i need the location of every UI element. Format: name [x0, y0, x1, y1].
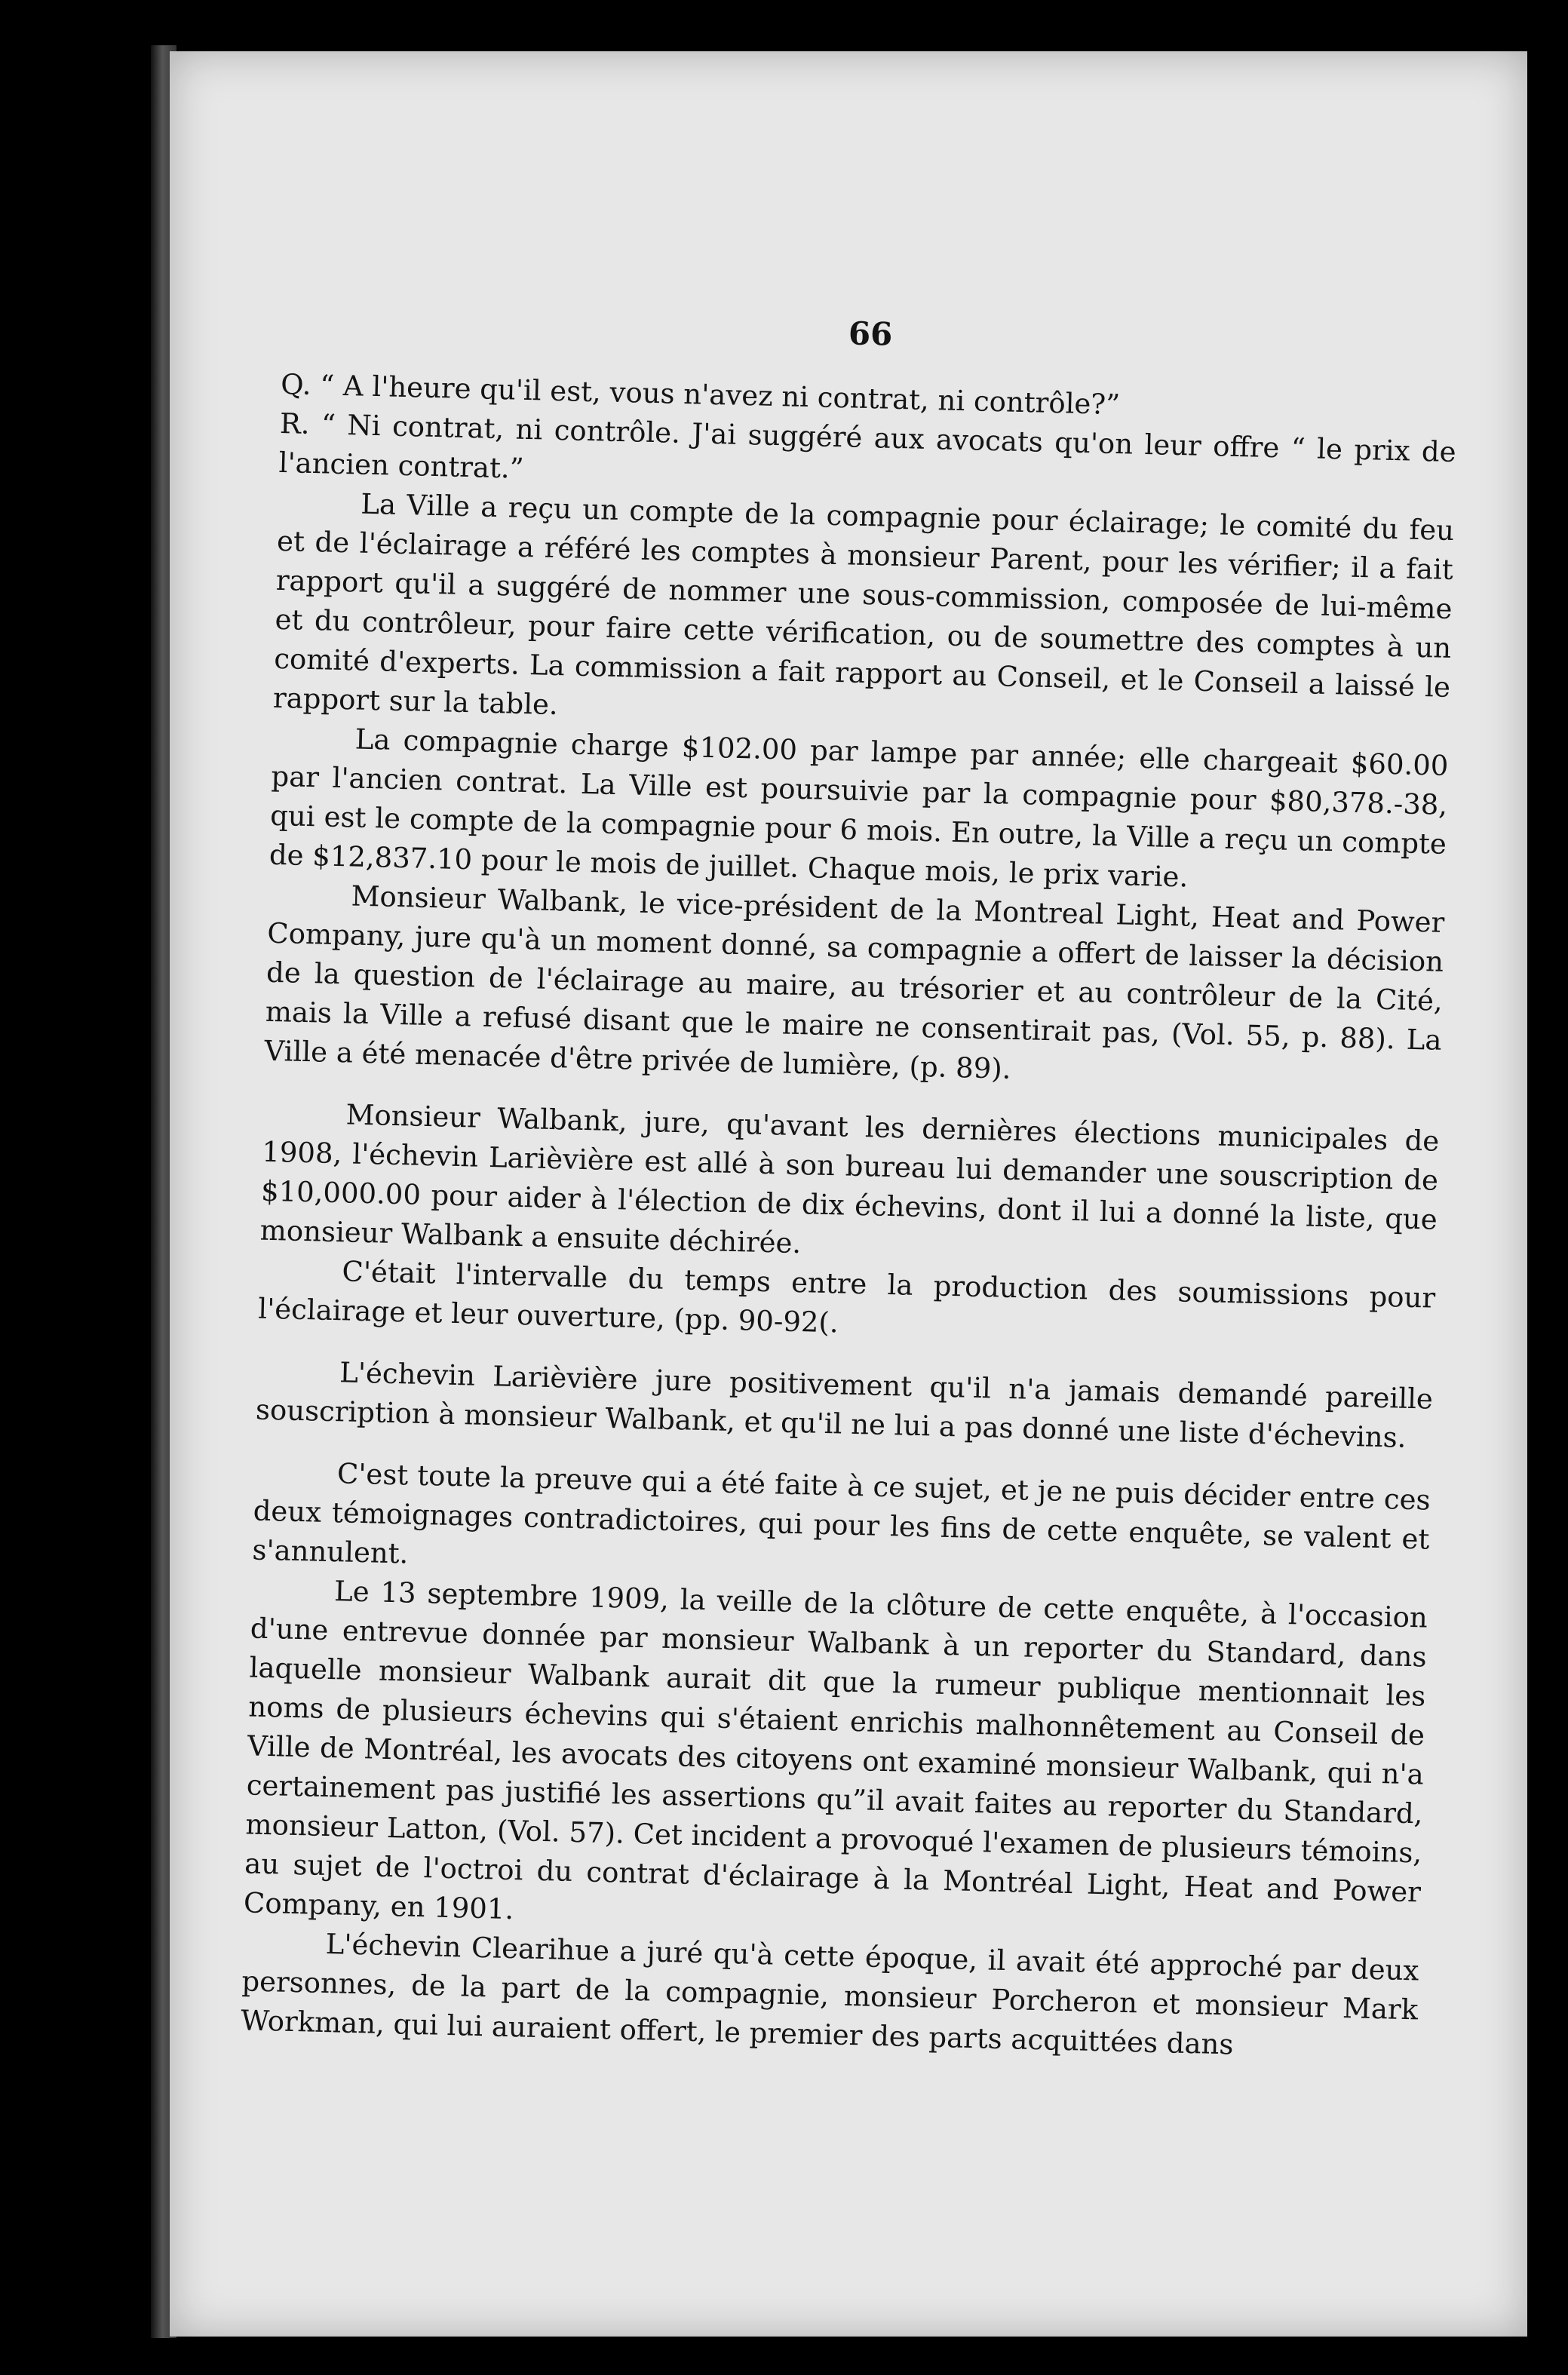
page-content	[241, 300, 1459, 2069]
paragraph-charge-lampe: La compagnie charge $102.00 par lampe par année; elle chargeait $60.00 par l'ancien contrat. La Ville est poursuivie par la compagnie pour $80,378.-38, qui est le compte de la compagnie pour 6 mois. En outre, la Ville a reçu un compte de $12,837.10 pour le mois de juillet. Chaque mois, le prix varie.	[268, 723, 1449, 894]
paragraph-intervalle: C'était l'intervalle du temps entre la production des soumissions pour l'éclairage et leur ouverture, (pp. 90-92(.	[257, 1255, 1436, 1339]
paragraph-compte-eclairage: La Ville a reçu un compte de la compagnie pour éclairage; le comité du feu et de l'éclairage a référé les comptes à monsieur Parent, pour les vérifier; il a fait rapport qu'il a suggéré de nommer une sous-commission, composée de lui-même et du contrôleur, pour faire cette vérification, ou de soumettre des comptes à un comité d'experts. La commission a fait rapport au Conseil, et le Conseil a laissé le rapport sur la table.	[272, 487, 1455, 722]
page-number: 66	[848, 315, 893, 353]
paragraph-clearihue: L'échevin Clearihue a juré qu'à cette époque, il avait été approché par deux personnes, de la part de la compagnie, monsieur Porcheron et monsieur Mark Workman, qui lui auraient offert, le premier des parts acquittées dans	[240, 1928, 1419, 2061]
paragraph-walbank-souscription: Monsieur Walbank, jure, qu'avant les dernières élections municipales de 1908, l'échevin Larièvière est allé à son bureau lui demander une souscription de $10,000.00 pour aider à l'élection de dix échevins, dont il lui a donné la liste, que monsieur Walbank a ensuite déchirée.	[259, 1098, 1440, 1260]
paragraph-preuve: C'est toute la preuve qui a été faite à ce sujet, et je ne puis décider entre ces deux témoignages contradictoires, qui pour les fins de cette enquête, se valent et s'annulent.	[251, 1457, 1431, 1570]
answer-line: R. “ Ni contrat, ni contrôle. J'ai suggéré aux avocats qu'on leur offre “ le prix de l'ancien contrat.”	[278, 407, 1457, 485]
question-line: Q. “ A l'heure qu'il est, vous n'avez ni contrat, ni contrôle?”	[280, 367, 1121, 422]
scanned-page	[170, 51, 1527, 2337]
paragraph-13-septembre: Le 13 septembre 1909, la veille de la clôture de cette enquête, à l'occasion d'une entrevue donnée par monsieur Walbank à un reporter du Standard, dans laquelle monsieur Walbank aurait dit que la rumeur publique mentionnait les noms de plusieurs échevins qui s'étaient enrichis malhonnêtement au Conseil de Ville de Montréal, les avocats des citoyens ont examiné monsieur Walbank, qui n'a certainement pas justifié les assertions qu”il avait faites au reporter du Standard, monsieur Latton, (Vol. 57). Cet incident a provoqué l'examen de plusieurs témoins, au sujet de l'octroi du contrat d'éclairage à la Montréal Light, Heat and Power Company, en 1901.	[243, 1575, 1428, 1926]
paragraph-lariviere-jure: L'échevin Larièvière jure positivement qu'il n'a jamais demandé pareille souscription à monsieur Walbank, et qu'il ne lui a pas donné une liste d'échevins.	[255, 1356, 1434, 1454]
paragraph-walbank-offre: Monsieur Walbank, le vice-président de la Montreal Light, Heat and Power Company, jure qu'à un moment donné, sa compagnie a offert de laisser la décision de la question de l'éclairage au maire, au trésorier et au contrôleur de la Cité, mais la Ville a refusé disant que le maire ne consentirait pas, (Vol. 55, p. 88). La Ville a été menacée d'être privée de lumière, (p. 89).	[264, 879, 1445, 1085]
